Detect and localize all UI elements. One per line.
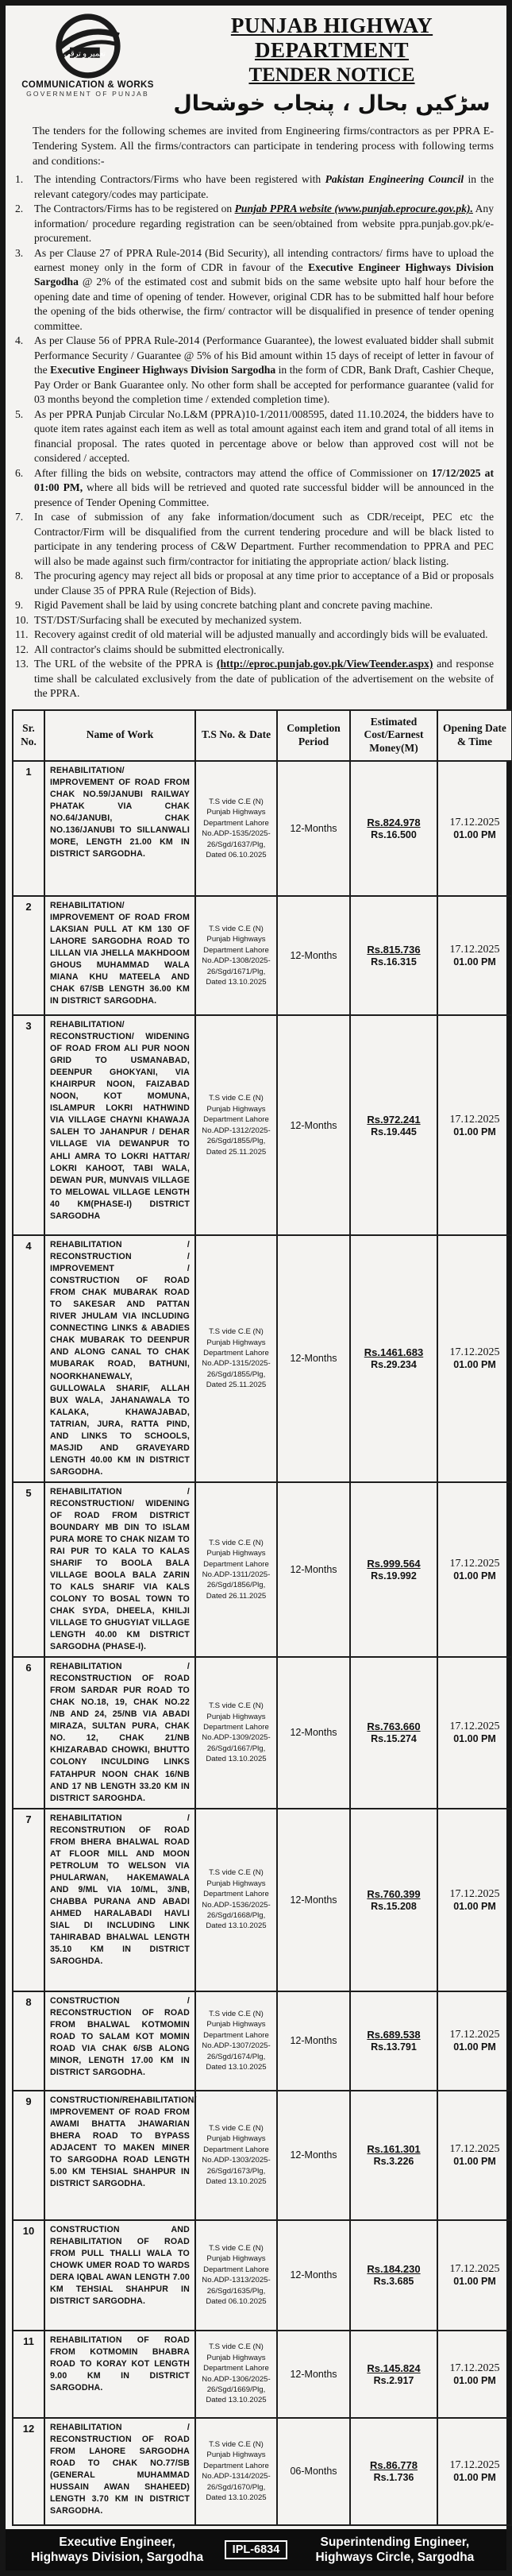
works-table <box>12 709 512 2526</box>
term-number: 1. <box>15 173 24 186</box>
completion-period-cell: 12-Months <box>277 1991 350 2091</box>
opening-date: 17.12.2025 <box>449 2029 500 2041</box>
term-item <box>15 246 494 334</box>
work-name-cell: REHABILITATION / RECONSTRUCTION OF ROAD FROM LAHORE SARGODHA ROAD TO CHAK NO.77/SB (GENERAL MUHAMMAD HUSSAIN AWAN SHAHEED) LENGTH 3.70 KM IN DISTRICT SARGODHA. <box>44 2418 195 2525</box>
term-item <box>15 643 494 657</box>
estimated-cost-cell <box>350 2418 437 2525</box>
table-row <box>13 896 512 1015</box>
opening-date: 17.12.2025 <box>449 1558 500 1570</box>
term-text <box>34 407 494 466</box>
term-text <box>34 246 494 334</box>
term-text <box>34 569 494 598</box>
work-name-cell: REHABILITATION OF ROAD FROM KOTMOMIN BHABRA ROAD TO KORAY KOT LENGTH 9.00 KM IN DISTRICT SARGODHA. <box>44 2331 195 2418</box>
term-number: 6. <box>15 466 24 479</box>
org-name: COMMUNICATION & WORKS <box>21 80 154 90</box>
serial-number-cell: 6 <box>13 1657 44 1808</box>
term-item <box>15 407 494 466</box>
term-segment: in the form of CDR, Bank Draft, Cashier Cheque, Pay Order or Bank Guarantee only. No other form shall be accepted for performance guarantee (valid for 03 months beyond the completion time / extended completion time). <box>34 364 494 406</box>
opening-time: 01.00 PM <box>453 1359 496 1371</box>
opening-date-cell <box>437 1657 512 1808</box>
opening-date: 17.12.2025 <box>449 2362 500 2374</box>
work-name-cell: REHABILITATION / RECONSTRUCTION OF ROAD FROM SARDAR PUR ROAD TO CHAK NO.18, 19, CHAK NO.22 /NB AND 24, 25/NB VIA ABADI MIRAZA, SULTAN PURA, CHAK NO. 12, CHAK 21/NB KHIZARABAD CHOWKI, BHUTTO COLONY INCULDING LINKS FATAHPUR NOON CHAK 16/NB AND 17 NB LENGTH 33.20 KM IN DISTRICT SAROGHDA. <box>44 1657 195 1808</box>
serial-number-cell: 11 <box>13 2331 44 2418</box>
header-row <box>13 710 512 762</box>
ts-number-cell: T.S vide C.E (N) Punjab Highways Department Lahore No.ADP-1312/2025-26/Sgd/1855/Plg, Dated 25.11.2025 <box>195 1015 277 1235</box>
term-text <box>34 613 494 628</box>
estimated-cost: Rs.86.778 <box>370 2459 418 2472</box>
term-text <box>34 510 494 569</box>
earnest-money: Rs.29.234 <box>371 1359 417 1371</box>
estimated-cost-cell <box>350 2331 437 2418</box>
term-number: 10. <box>15 613 29 626</box>
completion-period-cell: 12-Months <box>277 1657 350 1808</box>
earnest-money: Rs.1.736 <box>373 2472 414 2484</box>
opening-date: 17.12.2025 <box>449 1113 500 1126</box>
serial-number-cell: 7 <box>13 1809 44 1991</box>
term-number: 5. <box>15 407 24 420</box>
table-row <box>13 761 512 896</box>
ts-number-cell: T.S vide C.E (N) Punjab Highways Department Lahore No.ADP-1314/2025-26/Sgd/1670/Plg, Dated 13.10.2025 <box>195 2418 277 2525</box>
term-segment: As per Clause 27 of PPRA Rule-2014 (Bid Security), all intending contractors/ firms have to upload the earnest money only in the form of CDR in favour of the <box>34 246 494 273</box>
table-row <box>13 1235 512 1482</box>
opening-date-cell <box>437 761 512 896</box>
table-row <box>13 1015 512 1235</box>
opening-date-cell <box>437 2091 512 2220</box>
ts-number-cell: T.S vide C.E (N) Punjab Highways Department Lahore No.ADP-1303/2025-26/Sgd/1673/Plg, Dated 13.10.2025 <box>195 2091 277 2220</box>
opening-date-cell <box>437 1015 512 1235</box>
opening-date: 17.12.2025 <box>449 817 500 829</box>
opening-time: 01.00 PM <box>453 956 496 968</box>
signatory-left-title: Executive Engineer, <box>59 2535 175 2549</box>
urdu-slogan: سڑکیں بحال ، پنجاب خوشحال <box>173 91 491 116</box>
term-segment: The intending Contractors/Firms who have been registered with <box>34 173 325 186</box>
completion-period-cell: 12-Months <box>277 2331 350 2418</box>
earnest-money: Rs.19.992 <box>371 1570 417 1582</box>
estimated-cost-cell <box>350 1809 437 1991</box>
term-text <box>34 334 494 407</box>
opening-time: 01.00 PM <box>453 2276 496 2288</box>
ts-number-cell: T.S vide C.E (N) Punjab Highways Department Lahore No.ADP-1536/2025-26/Sgd/1668/Plg, Dated 13.10.2025 <box>195 1809 277 1991</box>
opening-date: 17.12.2025 <box>449 1346 500 1359</box>
opening-time: 01.00 PM <box>453 2041 496 2053</box>
term-item <box>15 598 494 612</box>
term-segment: and response time shall be calculated exclusively from the date of publication of the advertisement on the website of the PPRA. <box>34 658 494 700</box>
ts-number-cell: T.S vide C.E (N) Punjab Highways Department Lahore No.ADP-1307/2025-26/Sgd/1674/Plg, Dated 13.10.2025 <box>195 1991 277 2091</box>
ts-number-cell: T.S vide C.E (N) Punjab Highways Department Lahore No.ADP-1309/2025-26/Sgd/1667/Plg, Dated 13.10.2025 <box>195 1657 277 1808</box>
table-row <box>13 1809 512 1991</box>
table-row <box>13 2331 512 2418</box>
opening-date: 17.12.2025 <box>449 944 500 956</box>
term-item <box>15 466 494 510</box>
term-segment: Executive Engineer Highways Division Sargodha <box>50 364 276 377</box>
estimated-cost: Rs.763.660 <box>367 1721 421 1733</box>
title-block <box>165 10 499 116</box>
opening-time: 01.00 PM <box>453 2472 496 2484</box>
term-segment: After filling the bids on website, contractors may attend the office of Commissioner on <box>34 466 432 479</box>
department-logo <box>10 10 165 116</box>
term-text <box>34 172 494 202</box>
estimated-cost-cell <box>350 1235 437 1482</box>
table-body <box>13 761 512 2524</box>
term-text <box>34 643 494 657</box>
opening-date: 17.12.2025 <box>449 1721 500 1733</box>
term-segment: In case of submission of any fake information/document such as CDR/receipt, PEC etc the Contractor/Firm will be disqualified from the current tendering procedure and will be black listed to participate in any tendering process of C&W Department. Further recommendation to PPRA and PEC will also be made against such firm/contractor for initiating the appropriate action/ black listing. <box>34 511 494 567</box>
column-header: Opening Date & Time <box>437 710 512 762</box>
table-row <box>13 2091 512 2220</box>
estimated-cost-cell <box>350 896 437 1015</box>
earnest-money: Rs.16.500 <box>371 829 417 841</box>
term-segment: All contractor's claims should be submitted electronically. <box>34 643 285 655</box>
serial-number-cell: 5 <box>13 1482 44 1657</box>
signatory-right-title: Superintending Engineer, <box>320 2535 470 2549</box>
estimated-cost: Rs.999.564 <box>367 1558 421 1570</box>
footer-center <box>218 2540 294 2559</box>
estimated-cost: Rs.184.230 <box>367 2263 421 2276</box>
completion-period-cell: 06-Months <box>277 2418 350 2525</box>
opening-date-cell <box>437 2220 512 2331</box>
serial-number-cell: 8 <box>13 1991 44 2091</box>
term-item <box>15 202 494 245</box>
completion-period-cell: 12-Months <box>277 1015 350 1235</box>
earnest-money: Rs.3.226 <box>373 2156 414 2168</box>
estimated-cost-cell <box>350 2220 437 2331</box>
term-item <box>15 334 494 407</box>
work-name-cell: REHABILITATION/ IMPROVEMENT OF ROAD FROM CHAK NO.59/JANUBI RAILWAY PHATAK VIA CHAK NO.64/JANUBI, CHAK NO.136/JANUBI TO SILLANWALI MORE, LENGTH 21.00 KM IN DISTRICT SARGODHA. <box>44 761 195 896</box>
estimated-cost-cell <box>350 2091 437 2220</box>
estimated-cost: Rs.824.978 <box>367 817 421 829</box>
page-title: PUNJAB HIGHWAY DEPARTMENT <box>230 14 433 62</box>
term-item <box>15 657 494 701</box>
opening-time: 01.00 PM <box>453 1126 496 1137</box>
opening-time: 01.00 PM <box>453 1733 496 1745</box>
serial-number-cell: 1 <box>13 761 44 896</box>
opening-time: 01.00 PM <box>453 2156 496 2168</box>
term-number: 7. <box>15 511 24 523</box>
ipl-badge: IPL-6834 <box>225 2540 288 2559</box>
estimated-cost: Rs.815.736 <box>367 944 421 956</box>
term-number: 9. <box>15 599 24 612</box>
term-segment: Punjab PPRA website (www.punjab.eprocure.gov.pk). <box>234 203 473 215</box>
opening-time: 01.00 PM <box>453 2374 496 2386</box>
ts-number-cell: T.S vide C.E (N) Punjab Highways Department Lahore No.ADP-1306/2025-26/Sgd/1669/Plg, Dated 13.10.2025 <box>195 2331 277 2418</box>
earnest-money: Rs.15.208 <box>371 1900 417 1912</box>
term-number: 2. <box>15 203 24 215</box>
opening-date: 17.12.2025 <box>449 2459 500 2472</box>
earnest-money: Rs.3.685 <box>373 2276 414 2288</box>
opening-date-cell <box>437 1235 512 1482</box>
completion-period-cell: 12-Months <box>277 896 350 1015</box>
column-header: T.S No. & Date <box>195 710 277 762</box>
signatory-right-office: Highways Circle, Sargodha <box>315 2550 475 2564</box>
table-row <box>13 1991 512 2091</box>
completion-period-cell: 12-Months <box>277 1482 350 1657</box>
term-segment: The Contractors/Firms has to be registered on <box>34 203 235 215</box>
term-item <box>15 510 494 569</box>
term-segment: 17/12/2025 at 01:00 PM, <box>34 466 494 494</box>
term-text <box>34 202 494 245</box>
earnest-money: Rs.16.315 <box>371 956 417 968</box>
earnest-money: Rs.19.445 <box>371 1126 417 1137</box>
term-item <box>15 569 494 598</box>
column-header: Sr. No. <box>13 710 44 762</box>
estimated-cost-cell <box>350 1482 437 1657</box>
completion-period-cell: 12-Months <box>277 761 350 896</box>
term-segment: in the relevant category/codes may participate. <box>34 173 495 200</box>
opening-time: 01.00 PM <box>453 1900 496 1912</box>
table-row <box>13 2220 512 2331</box>
footer-bar <box>6 2529 506 2571</box>
ts-number-cell: T.S vide C.E (N) Punjab Highways Department Lahore No.ADP-1313/2025-26/Sgd/1635/Plg, Dated 06.10.2025 <box>195 2220 277 2331</box>
term-text <box>34 657 494 701</box>
table-row <box>13 2418 512 2525</box>
work-name-cell: CONSTRUCTION AND REHABILITATION OF ROAD FROM PULL THALLI WALA TO CHOWK UMER ROAD TO WARDS DERA IQBAL AWAN LENGTH 7.00 KM TEHSIAL SHAHPUR IN DISTRICT SARGODHA. <box>44 2220 195 2331</box>
completion-period-cell: 12-Months <box>277 1809 350 1991</box>
communication-works-globe-icon <box>56 14 121 79</box>
ts-number-cell: T.S vide C.E (N) Punjab Highways Department Lahore No.ADP-1308/2025-26/Sgd/1671/Plg, Dated 13.10.2025 <box>195 896 277 1015</box>
work-name-cell: REHABILITATION/ IMPROVEMENT OF ROAD FROM LAKSIAN PULL AT KM 130 OF LAHORE SARGODHA ROAD TO LILLAN VIA JHELLA MAKHDOOM GHOUS MUHAMMAD WALA MIANA KHU MATEELA AND CHAK 67/SB LENGTH 36.00 KM IN DISTRICT SARGODHA. <box>44 896 195 1015</box>
column-header: Completion Period <box>277 710 350 762</box>
term-segment: Pakistan Engineering Council <box>325 173 464 186</box>
ts-number-cell: T.S vide C.E (N) Punjab Highways Department Lahore No.ADP-1311/2025-26/Sgd/1856/Plg, Dated 26.11.2025 <box>195 1482 277 1657</box>
term-segment: where all bids will be retrieved and quoted rate successful bidder will be announced in the presence of Tender Opening Committee. <box>34 481 494 508</box>
work-name-cell: REHABILITATION / RECONSTRUCTION / IMPROVEMENT / CONSTRUCTION OF ROAD FROM CHAK MUBARAK ROAD TO SAKESAR AND PATTAN RIVER JHULAM VIA INCLUDING CONNECTING LINKS & ABADIES CHAK MUBARAK TO DEENPUR AND ALONG CANAL TO CHAK MUBARAK ROAD, BATHUNI, NOORKHANEWALY, GULLOWALA SHARIF, ALLAH BUX WALA, JAHANAWALA TO KALAKA, KHAWAJABAD, TATRIAN, JURA, RATTA PIND, AND LINKS TO SCHOOLS, MASJID AND GRAVEYARD LENGTH 40.00 KM IN DISTRICT SARGODHA. <box>44 1235 195 1482</box>
opening-date: 17.12.2025 <box>449 2263 500 2276</box>
term-segment: Executive Engineer Highways Division Sargodha <box>34 261 494 288</box>
opening-date-cell <box>437 2331 512 2418</box>
opening-date: 17.12.2025 <box>449 2143 500 2156</box>
table-head <box>13 710 512 762</box>
term-segment: TST/DST/Surfacing shall be executed by mechanized system. <box>34 613 302 626</box>
estimated-cost-cell <box>350 1657 437 1808</box>
estimated-cost: Rs.145.824 <box>367 2362 421 2374</box>
term-item <box>15 628 494 642</box>
opening-date-cell <box>437 1809 512 1991</box>
serial-number-cell: 4 <box>13 1235 44 1482</box>
org-government: GOVERNMENT OF PUNJAB <box>26 90 149 98</box>
completion-period-cell: 12-Months <box>277 2220 350 2331</box>
serial-number-cell: 3 <box>13 1015 44 1235</box>
term-text <box>34 598 494 612</box>
term-item <box>15 172 494 202</box>
completion-period-cell: 12-Months <box>277 2091 350 2220</box>
estimated-cost: Rs.760.399 <box>367 1887 421 1900</box>
term-number: 12. <box>15 643 29 655</box>
earnest-money: Rs.2.917 <box>373 2374 414 2386</box>
work-name-cell: CONSTRUCTION/REHABILITATION/ IMPROVEMENT OF ROAD FROM AWAMI BHATTA JHAWARIAN BHERA ROAD TO BYPASS ADJACENT TO MAKEN MINER TO SARGODHA ROAD LENGTH 5.00 KM TEHSIAL SHAHPUR IN DISTRICT SARGODHA. <box>44 2091 195 2220</box>
opening-date-cell <box>437 1991 512 2091</box>
serial-number-cell: 2 <box>13 896 44 1015</box>
term-segment: (http://eproc.punjab.gov.pk/ViewTeender.aspx) <box>216 658 433 670</box>
table-row <box>13 1482 512 1657</box>
header <box>6 6 506 118</box>
intro-paragraph: The tenders for the following schemes are invited from Engineering firms/contractors as per PPRA E-Tendering System. All the firms/contractors can participate in tendering process with following terms and conditions:- <box>33 126 494 168</box>
completion-period-cell: 12-Months <box>277 1235 350 1482</box>
opening-date-cell <box>437 1482 512 1657</box>
logo-urdu-text: تعمیر و ترقی <box>64 49 106 59</box>
term-text <box>34 466 494 510</box>
page-subtitle: TENDER NOTICE <box>248 64 415 86</box>
table-row <box>13 1657 512 1808</box>
opening-date-cell <box>437 896 512 1015</box>
term-number: 13. <box>15 658 29 670</box>
estimated-cost-cell <box>350 1991 437 2091</box>
estimated-cost: Rs.161.301 <box>367 2143 421 2156</box>
opening-time: 01.00 PM <box>453 1570 496 1582</box>
term-text <box>34 628 494 642</box>
estimated-cost-cell <box>350 761 437 896</box>
signatory-right <box>294 2535 495 2566</box>
work-name-cell: CONSTRUCTION / RECONSTRUCTION OF ROAD FROM BHALWAL KOTMOMIN ROAD TO SALAM KOT MOMIN ROAD VIA CHAK 6/SB ALONG MINOR, LENGTH 17.00 KM IN DISTRICT SARGODHA. <box>44 1991 195 2091</box>
column-header: Name of Work <box>44 710 195 762</box>
term-number: 8. <box>15 570 24 582</box>
serial-number-cell: 9 <box>13 2091 44 2220</box>
column-header: Estimated Cost/Earnest Money(M) <box>350 710 437 762</box>
signatory-left <box>17 2535 218 2566</box>
estimated-cost: Rs.1461.683 <box>364 1346 424 1359</box>
serial-number-cell: 10 <box>13 2220 44 2331</box>
earnest-money: Rs.13.791 <box>371 2041 417 2053</box>
term-segment: Rigid Pavement shall be laid by using concrete batching plant and concrete paving machine. <box>34 599 433 612</box>
work-name-cell: REHABILITATION / RECONSTRUCTION/ WIDENING OF ROAD FROM DISTRICT BOUNDARY MB DIN TO ISLAM PURA MORE TO CHAK NIZAM TO RAI PUR TO KALA TO KALAS SHARIF TO BOOLA BALA VILLAGE BOOLA BALA ZARIN TO KALS SHARIF VIA KALS COLONY TO BOSAL TOWN TO CHAK SYDA, DHEELA, KHILJI VILLAGE TO GHUGYIAT VILLAGE LENGTH 40.00 KM DISTRICT SARGODHA (PHASE-I). <box>44 1482 195 1657</box>
term-number: 4. <box>15 334 24 347</box>
term-segment: Any information/ procedure regarding registration can be seen/obtained from website ppra.punjab.gov.pk/e-procurement. <box>34 203 495 245</box>
ts-number-cell: T.S vide C.E (N) Punjab Highways Department Lahore No.ADP-1535/2025-26/Sgd/1637/Plg, Dated 06.10.2025 <box>195 761 277 896</box>
estimated-cost: Rs.689.538 <box>367 2029 421 2041</box>
opening-date: 17.12.2025 <box>449 1887 500 1900</box>
serial-number-cell: 12 <box>13 2418 44 2525</box>
term-number: 11. <box>15 628 29 641</box>
opening-time: 01.00 PM <box>453 829 496 841</box>
estimated-cost: Rs.972.241 <box>367 1113 421 1126</box>
signatory-left-office: Highways Division, Sargodha <box>31 2550 204 2564</box>
work-name-cell: REHABILITATION/ RECONSTRUCTION/ WIDENING OF ROAD FROM ALI PUR NOON GRID TO USMANABAD, DEENPUR GHOKYANI, VIA KHAIRPUR NOON, FAIZABAD NOON, KOT MOMUNA, ISLAMPUR LOKRI HATHWIND VIA VILLAGE CHAYNI KHAWAJA SALEH TO JAHANPUR / DEHAR VILLAGE VIA DEWANPUR TO AHLI AMRA TO LOKRI HATTAR/ LOKRI KAHOOT, TABI WALA, DEWAN PUR, MUNVAIS VILLAGE TO MELOWAL VILLAGE LENGTH 40 KM(PHASE-I) DISTRICT SARGODHA <box>44 1015 195 1235</box>
term-segment: As per PPRA Punjab Circular No.L&M (PPRA)10-1/2011/008595, dated 11.10.2024, the bidders have to quote item rates against each item as well as total amount against each item and grand total of all items in financial proposal. The rates quoted in percentage above or below than approved cost will not be considered / accepted. <box>34 407 494 465</box>
earnest-money: Rs.15.274 <box>371 1733 417 1745</box>
work-name-cell: REHABILITATION / RECONSTRUTION OF ROAD FROM BHERA BHALWAL ROAD AT FLOOR MILL AND MOON PETROLUM TO WELSON VIA PHULARWAN, HAKEMAWALA AND 9/ML VIA 10/ML, 3/NB, CHABBA PURANA AND ABADI AHMED HARALABADI HAVLI SIAL DI INCLUDING LINK TAHIRABAD BHALWAL LENGTH 35.10 KM IN DISTRICT SAROGHDA. <box>44 1809 195 1991</box>
opening-date-cell <box>437 2418 512 2525</box>
ts-number-cell: T.S vide C.E (N) Punjab Highways Department Lahore No.ADP-1315/2025-26/Sgd/1855/Plg, Dated 25.11.2025 <box>195 1235 277 1482</box>
term-number: 3. <box>15 246 24 259</box>
terms-list <box>6 171 506 705</box>
term-segment: The URL of the website of the PPRA is <box>34 658 217 670</box>
term-segment: The procuring agency may reject all bids or proposal at any time prior to acceptance of a Bid or proposals under Clause 35 of PPRA Rule (Rejection of Bids). <box>34 570 494 597</box>
term-segment: Recovery against credit of old material will be adjusted manually and accordingly bids will be evaluated. <box>34 628 488 641</box>
estimated-cost-cell <box>350 1015 437 1235</box>
term-item <box>15 613 494 628</box>
term-segment: As per Clause 56 of PPRA Rule-2014 (Performance Guarantee), the lowest evaluated bidder shall submit Performance Security / Guarantee @ 5% of his Bid amount within 15 days of receipt of letter in favour of the <box>34 334 494 377</box>
term-segment: @ 2% of the estimated cost and submit bids on the same website upto half hour before the opening date and time of opening of tender. However, original CDR has to be submitted half hour before the opening of the bids otherwise, the firm/ contractor will be disqualified in presence of tender opening committee. <box>34 276 494 332</box>
